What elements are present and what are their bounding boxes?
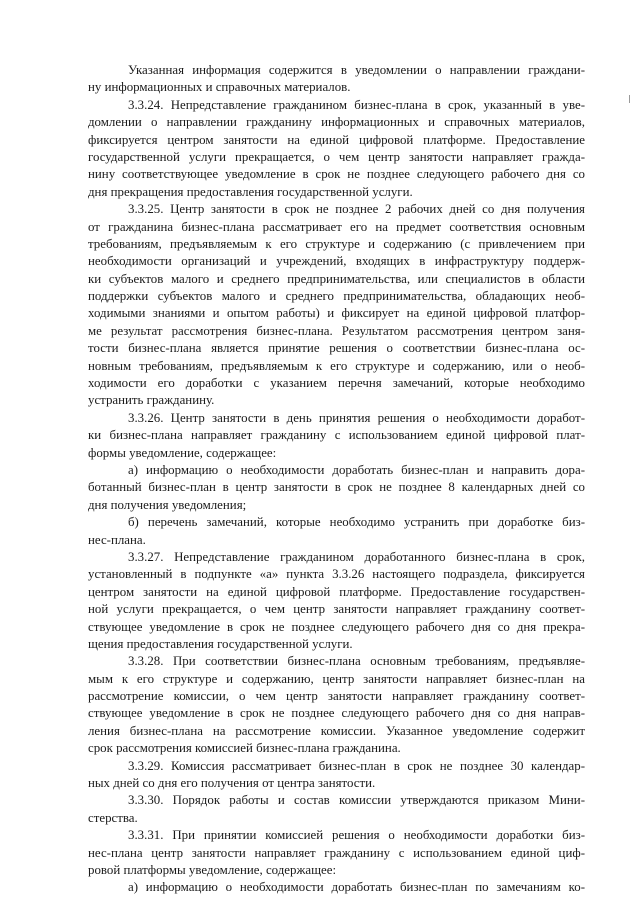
paragraph-intro [88,62,585,97]
text-line: 3.3.28. При соответствии бизнес-плана основным требованиям, предъявляе- [128,654,585,669]
text-line: ствующее уведомление в срок не позднее следующего рабочего дня со дня прекра- [88,619,585,634]
text-line: требованиям, предъявляемым к его структуре и содержанию (с привлечением при [88,236,585,251]
paragraph-3-3-24 [88,97,585,201]
text-line: нес-плана центр занятости направляет гражданину с использованием единой циф- [88,845,585,860]
text-line: 3.3.31. При принятии комиссией решения о необходимости доработки биз- [128,828,585,843]
paragraph-3-3-26-b [88,514,585,549]
text-line: необходимости организаций и учреждений, входящих в инфраструктуру поддерж- [88,254,585,269]
text-line: 3.3.30. Порядок работы и состав комиссии утверждаются приказом Мини- [128,793,585,808]
paragraph-3-3-29 [88,758,585,793]
text-line: ления бизнес-плана на рассмотрение комиссии. Указанное уведомление содержит [88,723,585,738]
paragraph-3-3-25 [88,201,585,410]
paragraph-3-3-26 [88,410,585,462]
text-line: домлении о направлении гражданину информационных и справочных материалов, [88,115,585,130]
text-line: мым к его структуре и содержанию, центр занятости направляет бизнес-план на [88,671,585,686]
text-line: нину соответствующее уведомление в срок не позднее следующего рабочего дня со [88,167,585,182]
text-line: рассмотрение комиссии, о чем центр занятости направляет гражданину соответ- [88,689,585,704]
paragraph-3-3-31-a [88,879,585,896]
text-line: фиксируется центром занятости на единой цифровой платформе. Предоставление [88,132,585,147]
text-line: формы уведомление, содержащее: [88,445,277,460]
text-line: от гражданина бизнес-плана рассматривает его на предмет соответствия основным [88,219,585,234]
text-line: б) перечень замечаний, которые необходимо устранить при доработке биз- [128,515,585,530]
text-line: а) информацию о необходимости доработать бизнес-план и направить дора- [128,462,585,477]
text-line: дня прекращения предоставления государственной услуги. [88,184,413,199]
text-line: тости бизнес-плана является принятие решения о соответствии бизнес-плана ос- [88,341,585,356]
text-line: центром занятости на единой цифровой платформе. Предоставление государствен- [88,584,585,599]
text-line: новным требованиям, предъявляемым к его структуре и содержанию, или о необ- [88,358,585,373]
text-line: стерства. [88,810,138,825]
text-line: устранить гражданину. [88,393,215,408]
paragraph-3-3-28 [88,653,585,757]
text-line: ме результат рассмотрения бизнес-плана. Результатом рассмотрения центром заня- [88,323,585,338]
text-line: ных дней со дня его получения от центра занятости. [88,776,376,791]
text-line: ствующее уведомление в срок не позднее следующего рабочего дня со дня направ- [88,706,585,721]
paragraph-3-3-30 [88,792,585,827]
text-line: ботанный бизнес-план в центр занятости в срок не позднее 8 календарных дней со [88,480,585,495]
text-line: нес-плана. [88,532,146,547]
document-body [88,62,585,897]
text-line: Указанная информация содержится в уведомлении о направлении граждани- [128,63,585,77]
text-line: щения предоставления государственной услуги. [88,636,353,651]
text-line: ходимыми знаниями и опытом работы) и фиксирует на единой цифровой платфор- [88,306,585,321]
text-line: государственной услуги прекращается, о чем центр занятости направляет гражда- [88,149,585,164]
paragraph-3-3-26-a [88,462,585,514]
text-line: ки субъектов малого и среднего предпринимательства, или специалистов в области [88,271,585,286]
text-line: поддержки субъектов малого и среднего предпринимательства, обладающих необ- [88,289,585,304]
text-line: установленный в подпункте «а» пункта 3.3.26 настоящего подраздела, фиксируется [88,567,585,582]
text-line: 3.3.27. Непредставление гражданином доработанного бизнес-плана в срок, [128,549,585,564]
text-line: ровой платформы уведомление, содержащее: [88,862,337,877]
text-line: а) информацию о необходимости доработать бизнес-план по замечаниям ко- [128,880,585,895]
text-line: ходимости его доработки с указанием перечня замечаний, которые необходимо [88,376,585,391]
text-line: дня получения уведомления; [88,497,247,512]
text-line: ной услуги прекращается, о чем центр занятости направляет гражданину соответ- [88,602,585,617]
text-line: 3.3.26. Центр занятости в день принятия решения о необходимости доработ- [128,410,585,425]
paragraph-3-3-27 [88,549,585,653]
text-line: срок рассмотрения комиссией бизнес-плана гражданина. [88,741,401,756]
text-line: 3.3.29. Комиссия рассматривает бизнес-план в срок не позднее 30 календар- [128,758,585,773]
text-line: ки бизнес-плана направляет гражданину с использованием единой цифровой плат- [88,428,585,443]
paragraph-3-3-31 [88,827,585,879]
text-line: 3.3.24. Непредставление гражданином бизнес-плана в срок, указанный в уве- [128,97,585,112]
scan-edge-mark [629,95,630,103]
text-line: 3.3.25. Центр занятости в срок не позднее 2 рабочих дней со дня получения [128,202,585,217]
text-line: ну информационных и справочных материалов. [88,80,351,95]
